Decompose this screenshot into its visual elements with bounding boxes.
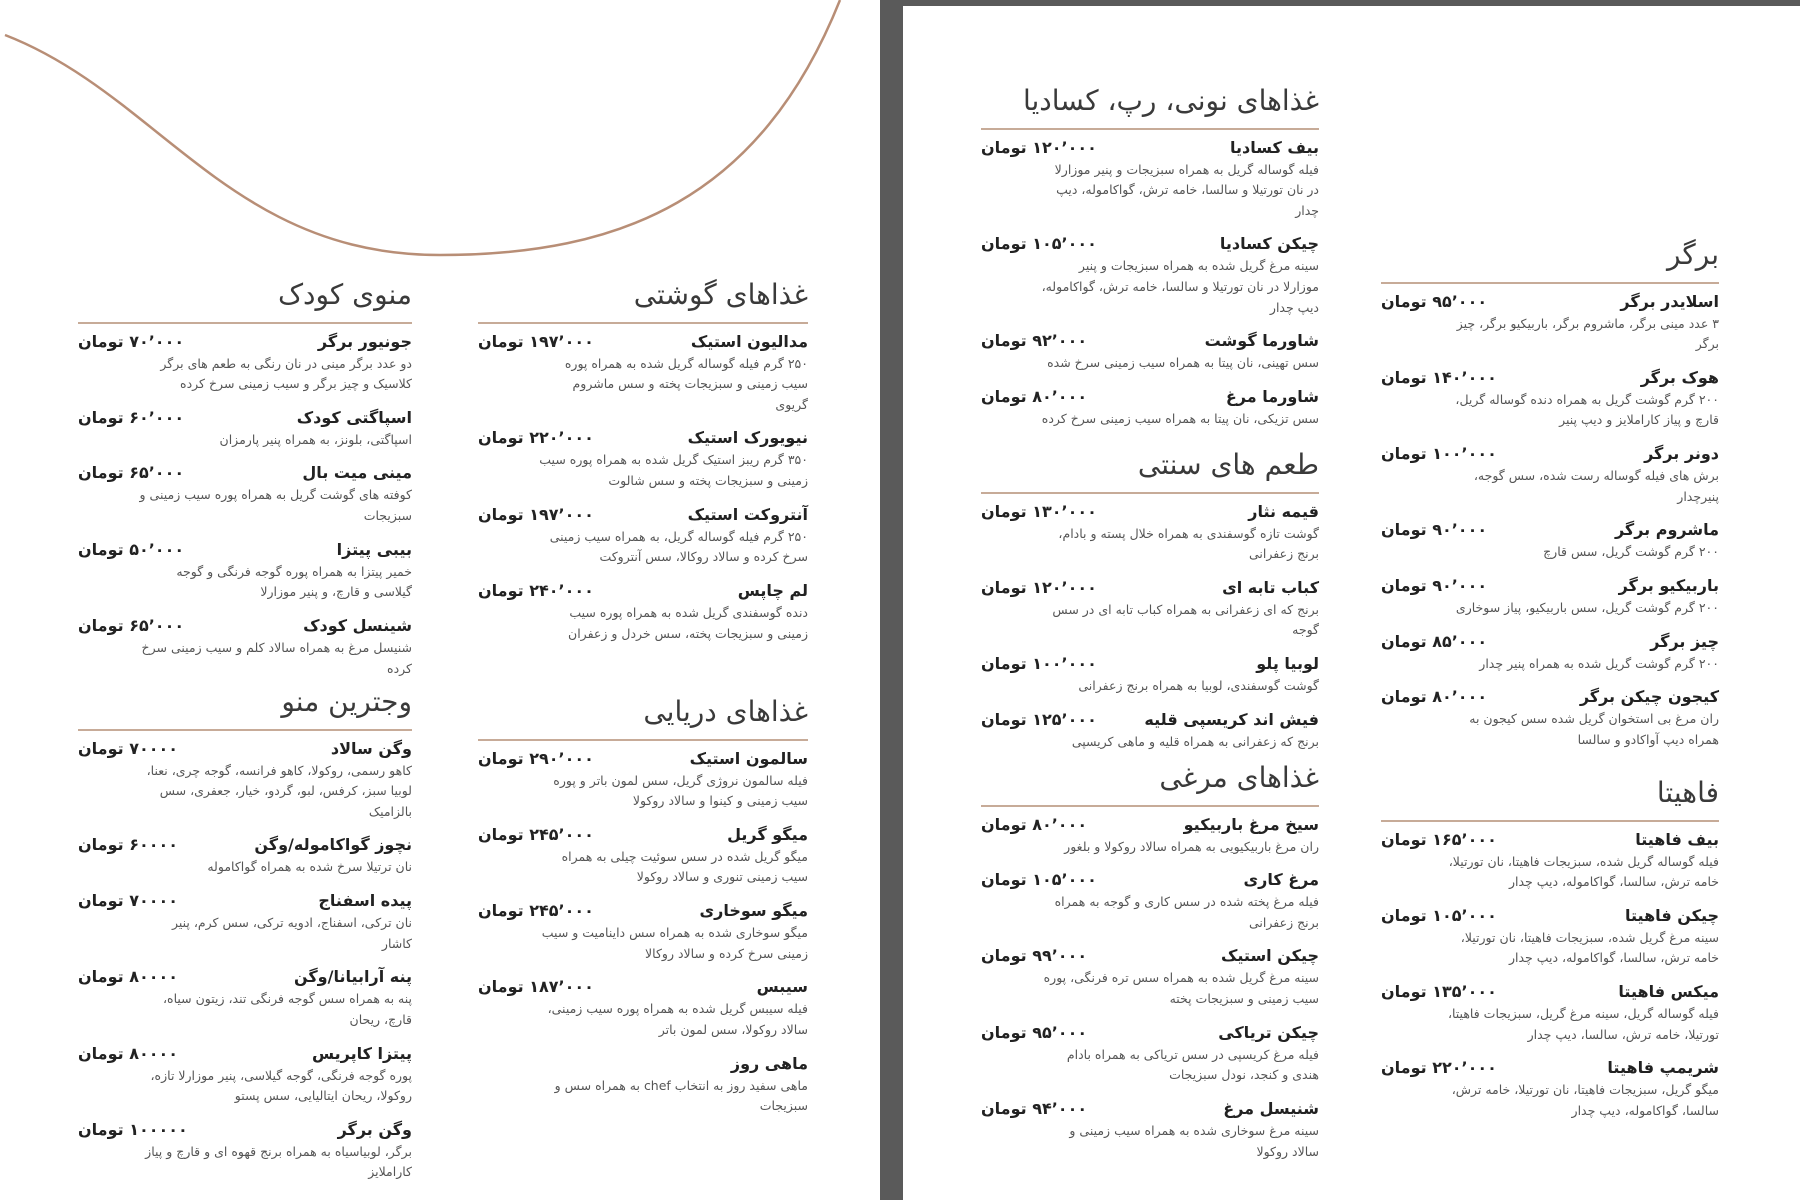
section-chicken xyxy=(981,761,1319,1175)
menu-item-name: بیبی پیتزا xyxy=(336,539,412,559)
menu-item-price: ۵۰٬۰۰۰ تومان xyxy=(78,539,185,559)
menu-item xyxy=(1381,687,1719,750)
menu-item xyxy=(478,428,808,491)
section-title: غذاهای گوشتی xyxy=(478,278,808,324)
menu-item-header xyxy=(78,616,412,635)
menu-item xyxy=(1381,368,1719,431)
menu-item xyxy=(981,578,1319,641)
menu-item xyxy=(981,1099,1319,1162)
menu-item-description: ران مرغ باربیکیویی به همراه سالاد روکولا و بلغور xyxy=(1064,838,1319,854)
menu-item-name: شریمپ فاهیتا xyxy=(1607,1058,1719,1078)
menu-item xyxy=(1381,982,1719,1045)
menu-item-price: ۸۰٬۰۰۰ تومان xyxy=(981,386,1088,406)
menu-item-price: ۶۵٬۰۰۰ تومان xyxy=(78,463,185,483)
menu-item-header xyxy=(478,977,808,996)
menu-item-description: فیله گوساله گریل شده، سبزیجات فاهیتا، نان تورتیلا، خامه ترش، سالسا، گواکامولە، دیپ چدار xyxy=(1448,853,1719,890)
menu-page-left xyxy=(0,0,880,1200)
menu-page-right xyxy=(903,6,1800,1200)
menu-item-price: ۸۵٬۰۰۰ تومان xyxy=(1381,631,1488,651)
menu-item-header xyxy=(78,1044,412,1063)
menu-item-header xyxy=(478,428,808,447)
section-wraps xyxy=(981,84,1319,443)
menu-item-description: فیله مرغ کریسپی در سس تریاکی به همراه بادام هندی و کنجد، نودل سبزیجات xyxy=(1066,1046,1319,1083)
menu-item-header xyxy=(1381,830,1719,849)
menu-item-header xyxy=(981,138,1319,157)
section-title: فاهیتا xyxy=(1381,776,1719,822)
menu-item-header xyxy=(981,946,1319,965)
menu-item-description: فیله گوساله گریل، سینه مرغ گریل، سبزیجات فاهیتا، تورتیلا، خامه ترش، سالسا، دیپ چدار xyxy=(1447,1006,1719,1042)
menu-item-name: باربیکیو برگر xyxy=(1618,575,1719,595)
menu-item-header xyxy=(1381,906,1719,925)
menu-item-description: فیله سالمون نروژی گریل، سس لمون باتر و پوره سیب زمینی و کینوا و سالاد روکولا xyxy=(553,772,808,809)
menu-item-header xyxy=(478,749,808,768)
menu-item-header xyxy=(981,387,1319,406)
menu-item-description: ۳۵۰ گرم ریبز استیک گریل شده به همراه پوره سیب زمینی و سبزیجات پخته و سس شالوت xyxy=(539,452,808,489)
menu-item-description: فیله گوساله گریل به همراه سبزیجات و پنیر موزارلا در نان تورتیلا و سالسا، خامه ترش، گواکامولە، دیپ چدار xyxy=(1054,161,1319,218)
menu-item-description: گوشت تازه گوسفندی به همراه خلال پسته و بادام، برنج زعفرانی xyxy=(1058,525,1319,562)
menu-item-name: چیکن کسادیا xyxy=(1219,234,1319,254)
menu-item-description: گوشت گوسفندی، لوبیا به همراه برنج زعفرانی xyxy=(1078,678,1319,694)
menu-item-price: ۶۰۰۰۰ تومان xyxy=(78,835,179,855)
menu-item-description: سینه مرغ گریل شده، سبزیجات فاهیتا، نان تورتیلا، خامه ترش، سالسا، گواکامولە، دیپ چدار xyxy=(1460,929,1719,966)
menu-item-description: ۲۵۰ گرم فیله گوساله گریل شده به همراه پوره سیب زمینی و سبزیجات پخته و سس ماشروم گریوی xyxy=(564,355,808,412)
menu-item-name: ماهی روز xyxy=(730,1053,808,1073)
menu-item-header xyxy=(78,408,412,427)
menu-item-description: ماهی سفید روز به انتخاب chef به همراه سس و سبزیجات xyxy=(554,1077,808,1114)
section-traditional xyxy=(981,448,1319,765)
menu-item-name: قیمه نثار xyxy=(1248,501,1319,521)
menu-item-header xyxy=(78,463,412,482)
menu-item xyxy=(1381,576,1719,619)
section-seafood xyxy=(478,695,808,1130)
menu-item-header xyxy=(981,331,1319,350)
menu-item xyxy=(478,901,808,964)
menu-item-description: سس تزیکی، نان پیتا به همراه سیب زمینی سرخ کرده xyxy=(1041,410,1319,426)
menu-item-price: ۹۵٬۰۰۰ تومان xyxy=(1381,291,1488,311)
menu-item xyxy=(981,654,1319,697)
menu-item-name: پنه آرابیانا/وگن xyxy=(293,967,412,987)
menu-item xyxy=(981,870,1319,933)
menu-item-price: ۱۰۰۰۰۰ تومان xyxy=(78,1119,188,1139)
menu-item-description: ۳ عدد مینی برگر، ماشروم برگر، باربیکیو برگر، چیز برگر xyxy=(1456,315,1719,352)
menu-item-name: سیخ مرغ باربیکیو xyxy=(1183,814,1319,834)
menu-item xyxy=(1381,906,1719,969)
menu-item xyxy=(981,331,1319,374)
menu-item-description: برنج که زعفرانی به همراه قلیه و ماهی کریسپی xyxy=(1071,733,1319,749)
menu-item-price: ۱۹۷٬۰۰۰ تومان xyxy=(478,504,594,524)
menu-item-price: ۱۶۵٬۰۰۰ تومان xyxy=(1381,829,1497,849)
decorative-curve xyxy=(0,0,880,280)
menu-item-price: ۲۲۰٬۰۰۰ تومان xyxy=(1381,1058,1497,1078)
menu-item-description: ۲۵۰ گرم فیله گوساله گریل، به همراه سیب زمینی سرخ کرده و سالاد روکالا، سس آنتروکت xyxy=(549,528,808,565)
menu-item-header xyxy=(78,835,412,854)
menu-item xyxy=(78,616,412,679)
menu-item xyxy=(981,815,1319,858)
menu-item xyxy=(78,463,412,526)
menu-item-price: ۷۰٬۰۰۰ تومان xyxy=(78,331,185,351)
menu-item-name: لم چاپس xyxy=(737,580,808,600)
menu-item-description: پوره گوجه فرنگی، گوجه گیلاسی، پنیر موزارلا تازه، روکولا، ریحان ایتالیایی، سس پستو xyxy=(150,1067,412,1104)
menu-item-name: بیف کسادیا xyxy=(1230,137,1319,157)
menu-item xyxy=(1381,632,1719,675)
menu-item-header xyxy=(78,540,412,559)
menu-item-header xyxy=(1381,632,1719,651)
menu-item-name: مدالیون استیک xyxy=(690,331,808,351)
menu-item-name: سالمون استیک xyxy=(689,748,808,768)
menu-item-price: ۱۰۰٬۰۰۰ تومان xyxy=(981,654,1097,674)
menu-item-header xyxy=(981,710,1319,729)
menu-item xyxy=(981,710,1319,753)
section-burger xyxy=(1381,238,1719,763)
menu-item xyxy=(478,825,808,888)
menu-item-price: ۱۲۰٬۰۰۰ تومان xyxy=(981,137,1097,157)
menu-item xyxy=(78,540,412,603)
menu-item-price: ۱۴۰٬۰۰۰ تومان xyxy=(1381,367,1497,387)
menu-item-name: بیف فاهیتا xyxy=(1635,829,1719,849)
menu-item-description: سینه مرغ سوخاری شده به همراه سیب زمینی و سالاد روکولا xyxy=(1069,1122,1319,1159)
menu-item-name: کیجون چیکن برگر xyxy=(1579,687,1719,707)
menu-item-name: نچوز گواکامولە/وگن xyxy=(254,835,412,855)
menu-item-description: خمیر پیتزا به همراه پوره گوجه فرنگی و گوجه گیلاسی و قارچ، و پنیر موزارلا xyxy=(176,563,412,600)
menu-item xyxy=(981,502,1319,565)
menu-item-name: لوبیا پلو xyxy=(1256,654,1319,674)
section-title: منوی کودک xyxy=(78,278,412,324)
menu-item-price: ۹۰٬۰۰۰ تومان xyxy=(1381,520,1488,540)
menu-item-description: سینه مرغ گریل شده به همراه سبزیجات و پنیر موزارلا در نان تورتیلا و سالسا، خامه ترش، گواکامولە، دیپ چدار xyxy=(1041,258,1319,315)
menu-item-name: وگن برگر xyxy=(337,1119,412,1139)
menu-item-price: ۶۵٬۰۰۰ تومان xyxy=(78,615,185,635)
menu-item-header xyxy=(478,581,808,600)
menu-item-price: ۱۰۵٬۰۰۰ تومان xyxy=(1381,905,1497,925)
section-title: غذاهای دریایی xyxy=(478,695,808,741)
menu-item-name: کباب تابه ای xyxy=(1222,577,1319,597)
menu-item-header xyxy=(1381,292,1719,311)
menu-item-description: ۲۰۰ گرم گوشت گریل به همراه دنده گوساله گریل، قارچ و پیاز کاراملایز و دیپ پنیر xyxy=(1455,391,1719,428)
menu-item-name: نیویورک استیک xyxy=(687,428,808,448)
menu-item-description: دو عدد برگر مینی در نان رنگی به طعم های برگر کلاسیک و چیز برگر و سیب زمینی سرخ کرده xyxy=(160,355,412,392)
menu-item xyxy=(1381,444,1719,507)
menu-item-header xyxy=(1381,687,1719,706)
menu-item-description: فیله سیبس گریل شده به همراه پوره سیب زمینی، سالاد روکولا، سس لمون باتر xyxy=(547,1001,808,1037)
menu-item xyxy=(78,408,412,451)
menu-item-description: ران مرغ بی استخوان گریل شده سس کیجون به همراه دیپ آواکادو و سالسا xyxy=(1469,711,1719,747)
menu-item xyxy=(1381,1058,1719,1121)
menu-item-header xyxy=(981,1023,1319,1042)
menu-item-description: سینه مرغ گریل شده به همراه سس تره فرنگی، پوره سیب زمینی و سبزیجات پخته xyxy=(1043,970,1319,1007)
menu-item xyxy=(1381,520,1719,563)
menu-item-price: ۹۴٬۰۰۰ تومان xyxy=(981,1098,1088,1118)
menu-item-name: چیکن استیک xyxy=(1221,946,1319,966)
menu-item-description: فیله مرغ پخته شده در سس کاری و گوجه به همراه برنج زعفرانی xyxy=(1054,894,1319,930)
menu-item-price: ۶۰٬۰۰۰ تومان xyxy=(78,407,185,427)
menu-item-name: سیبس xyxy=(756,977,808,997)
menu-item-price: ۲۴۰٬۰۰۰ تومان xyxy=(478,580,594,600)
menu-item xyxy=(1381,292,1719,355)
menu-item xyxy=(1381,830,1719,893)
menu-item-description: میگو گریل، سبزیجات فاهیتا، نان تورتیلا، خامه ترش، سالسا، گواکامولە، دیپ چدار xyxy=(1451,1082,1719,1118)
menu-item-price: ۲۹۰٬۰۰۰ تومان xyxy=(478,748,594,768)
menu-item-price: ۷۰۰۰۰ تومان xyxy=(78,891,179,911)
menu-item-name: هوک برگر xyxy=(1640,367,1719,387)
section-title: غذاهای مرغی xyxy=(981,761,1319,807)
menu-item-name: چیکن تریاکی xyxy=(1218,1022,1319,1042)
menu-item xyxy=(981,138,1319,222)
menu-item-name: مرغ کاری xyxy=(1243,870,1319,890)
menu-item-description: دنده گوسفندی گریل شده به همراه پوره سیب زمینی و سبزیجات پخته، سس خردل و زعفران xyxy=(568,604,808,641)
menu-item-name: آنتروکت استیک xyxy=(687,504,808,524)
menu-item-description: اسپاگتی، بلونز، به همراه پنیر پارمزان xyxy=(219,431,412,447)
section-title: وجترین منو xyxy=(78,685,412,731)
menu-item-price: ۱۹۷٬۰۰۰ تومان xyxy=(478,331,594,351)
menu-item-price: ۸۰۰۰۰ تومان xyxy=(78,1043,179,1063)
menu-item-description: نان ترتیلا سرخ شده به همراه گواکامولە xyxy=(207,859,412,875)
menu-item-name: اسلایدر برگر xyxy=(1620,291,1719,311)
section-vegetarian xyxy=(78,685,412,1196)
menu-item-description: ۲۰۰ گرم گوشت گریل شده به همراه پنیر چدار xyxy=(1479,655,1719,671)
menu-item-description: برش های فیله گوساله رست شده، سس گوجه، پنیرچدار xyxy=(1473,468,1719,504)
menu-item-description: سس تهینی، نان پیتا به همراه سیب زمینی سرخ شده xyxy=(1047,355,1319,371)
menu-item-name: شنیسل مرغ xyxy=(1223,1098,1319,1118)
menu-item-header xyxy=(78,332,412,351)
menu-item-price: ۱۳۰٬۰۰۰ تومان xyxy=(981,501,1097,521)
menu-item-header xyxy=(981,234,1319,253)
menu-item xyxy=(478,1054,808,1117)
menu-item-price: ۱۲۵٬۰۰۰ تومان xyxy=(981,709,1097,729)
menu-item-header xyxy=(981,654,1319,673)
menu-item xyxy=(78,1120,412,1183)
menu-item-price: ۲۴۵٬۰۰۰ تومان xyxy=(478,901,594,921)
section-meat xyxy=(478,278,808,657)
menu-item xyxy=(78,332,412,395)
menu-item-price: ۱۳۵٬۰۰۰ تومان xyxy=(1381,982,1497,1002)
menu-item-header xyxy=(478,1054,808,1073)
menu-item-header xyxy=(1381,982,1719,1001)
menu-item-header xyxy=(478,825,808,844)
menu-item-price: ۱۰۵٬۰۰۰ تومان xyxy=(981,870,1097,890)
menu-item-header xyxy=(78,967,412,986)
section-fajita xyxy=(1381,776,1719,1135)
menu-item xyxy=(78,891,412,954)
menu-item xyxy=(478,977,808,1040)
menu-item-header xyxy=(981,578,1319,597)
menu-item-description: کوفته های گوشت گریل به همراه پوره سیب زمینی و سبزیجات xyxy=(139,487,412,524)
section-title: طعم های سنتی xyxy=(981,448,1319,494)
menu-item-price: ۹۰٬۰۰۰ تومان xyxy=(1381,575,1488,595)
menu-item-price: ۹۲٬۰۰۰ تومان xyxy=(981,331,1088,351)
menu-item-name: جونیور برگر xyxy=(317,331,412,351)
menu-item-name: میگو سوخاری xyxy=(699,901,808,921)
menu-item-price: ۱۲۰٬۰۰۰ تومان xyxy=(981,577,1097,597)
menu-item-header xyxy=(78,891,412,910)
menu-item xyxy=(78,835,412,878)
menu-item-price: ۱۰۰٬۰۰۰ تومان xyxy=(1381,444,1497,464)
menu-item-description: برنج که ای زعفرانی به همراه کباب تابه ای در سس گوجه xyxy=(1052,601,1319,638)
menu-item-header xyxy=(981,870,1319,889)
menu-item-name: پیده اسفناج xyxy=(318,891,412,911)
menu-item-header xyxy=(478,901,808,920)
menu-item-price: ۸۰۰۰۰ تومان xyxy=(78,967,179,987)
menu-item-price: ۱۰۵٬۰۰۰ تومان xyxy=(981,234,1097,254)
menu-item xyxy=(981,946,1319,1009)
menu-item-description: برگر، لوبیاسیاه به همراه برنج قهوه ای و قارچ و پیاز کاراملایز xyxy=(145,1143,412,1180)
menu-item-name: وگن سالاد xyxy=(330,738,412,758)
section-title: برگر xyxy=(1381,238,1719,284)
menu-item-name: شینسل کودک xyxy=(303,615,412,635)
menu-item-price: ۸۰٬۰۰۰ تومان xyxy=(981,814,1088,834)
menu-item-header xyxy=(478,505,808,524)
menu-item xyxy=(478,332,808,416)
menu-item-description: پنه به همراه سس گوجه فرنگی تند، زیتون سیاه، قارچ، ریحان xyxy=(163,991,412,1027)
menu-item-header xyxy=(1381,1058,1719,1077)
menu-item-header xyxy=(981,502,1319,521)
menu-item-header xyxy=(981,1099,1319,1118)
menu-item-description: میگو سوخاری شده به همراه سس داینامیت و سیب زمینی سرخ کرده و سالاد روکالا xyxy=(541,925,808,961)
menu-item-name: دونر برگر xyxy=(1644,444,1719,464)
menu-item-price: ۸۰٬۰۰۰ تومان xyxy=(1381,687,1488,707)
menu-item-name: شاورما گوشت xyxy=(1204,331,1319,351)
menu-item xyxy=(981,387,1319,430)
menu-item-name: چیکن فاهیتا xyxy=(1625,905,1719,925)
menu-item-name: ماشروم برگر xyxy=(1614,520,1719,540)
menu-item-header xyxy=(78,739,412,758)
menu-item-description: ۲۰۰ گرم گوشت گریل، سس قارچ xyxy=(1543,544,1719,560)
menu-item-header xyxy=(1381,520,1719,539)
menu-item-header xyxy=(1381,444,1719,463)
menu-item xyxy=(78,739,412,823)
menu-item-name: فیش اند کریسپی قلیه xyxy=(1144,709,1319,729)
menu-item-name: شاورما مرغ xyxy=(1225,386,1319,406)
menu-item-header xyxy=(478,332,808,351)
menu-item-description: نان ترکی، اسفناج، ادویه ترکی، سس کرم، پنیر کاشار xyxy=(171,915,412,951)
menu-item-header xyxy=(1381,368,1719,387)
menu-item-description: شنیسل مرغ به همراه سالاد کلم و سیب زمینی سرخ کرده xyxy=(141,639,412,676)
section-title: غذاهای نونی، رپ، کسادیا xyxy=(981,84,1319,130)
menu-item-name: میکس فاهیتا xyxy=(1618,982,1719,1002)
menu-item-name: مینی میت بال xyxy=(302,463,412,483)
menu-item-price: ۷۰۰۰۰ تومان xyxy=(78,738,179,758)
menu-item-description: ۲۰۰ گرم گوشت گریل، سس باربیکیو، پیاز سوخاری xyxy=(1455,599,1719,615)
menu-item-header xyxy=(78,1120,412,1139)
menu-item-price: ۲۲۰٬۰۰۰ تومان xyxy=(478,428,594,448)
menu-item-name: اسپاگتی کودک xyxy=(296,407,412,427)
menu-item-price: ۲۴۵٬۰۰۰ تومان xyxy=(478,824,594,844)
menu-item xyxy=(478,581,808,644)
menu-item-header xyxy=(981,815,1319,834)
menu-item xyxy=(981,234,1319,318)
menu-item xyxy=(78,1044,412,1107)
menu-item xyxy=(981,1023,1319,1086)
menu-item xyxy=(78,967,412,1030)
menu-item-price: ۹۵٬۰۰۰ تومان xyxy=(981,1022,1088,1042)
menu-item-name: میگو گریل xyxy=(727,824,808,844)
menu-item-description: کاهو رسمی، روکولا، کاهو فرانسه، گوجه چری، نعنا، لوبیا سبز، کرفس، لبو، گردو، خیار، جعفری، سس بالزامیک xyxy=(146,762,412,819)
menu-item xyxy=(478,749,808,812)
menu-item-description: میگو گریل شده در سس سوئیت چیلی به همراه سیب زمینی تنوری و سالاد روکولا xyxy=(561,848,808,885)
menu-item-header xyxy=(1381,576,1719,595)
section-kids-menu xyxy=(78,278,412,692)
menu-item-price: ۹۹٬۰۰۰ تومان xyxy=(981,946,1088,966)
menu-item xyxy=(478,505,808,568)
menu-item-name: پیتزا کاپریس xyxy=(312,1043,412,1063)
menu-item-name: چیز برگر xyxy=(1650,631,1719,651)
menu-item-price: ۱۸۷٬۰۰۰ تومان xyxy=(478,977,594,997)
